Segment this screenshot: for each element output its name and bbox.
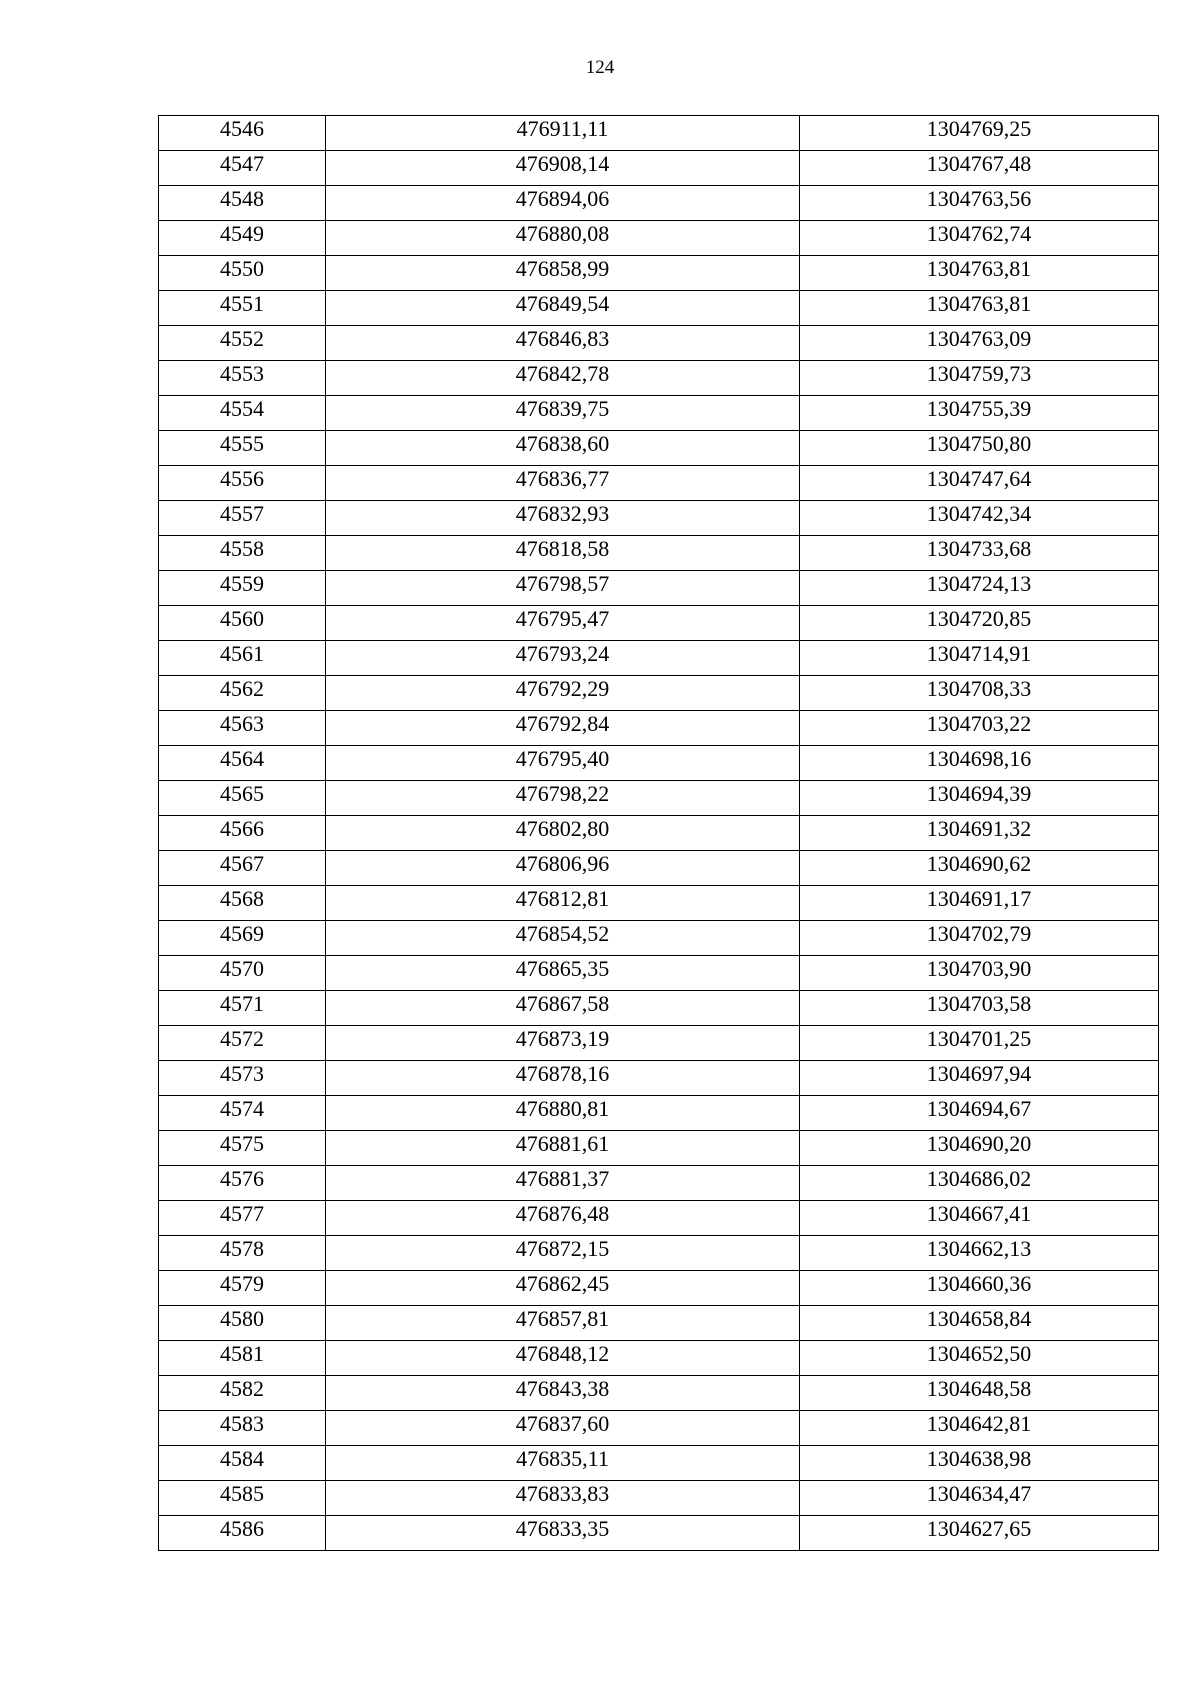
y-coordinate-cell: 1304708,33 xyxy=(800,676,1159,711)
y-coordinate-cell: 1304763,81 xyxy=(800,256,1159,291)
x-coordinate-cell: 476867,58 xyxy=(326,991,800,1026)
x-coordinate-cell: 476858,99 xyxy=(326,256,800,291)
point-number-cell: 4558 xyxy=(159,536,326,571)
y-coordinate-cell: 1304742,34 xyxy=(800,501,1159,536)
point-number-cell: 4574 xyxy=(159,1096,326,1131)
x-coordinate-cell: 476862,45 xyxy=(326,1271,800,1306)
x-coordinate-cell: 476849,54 xyxy=(326,291,800,326)
x-coordinate-cell: 476835,11 xyxy=(326,1446,800,1481)
x-coordinate-cell: 476857,81 xyxy=(326,1306,800,1341)
point-number-cell: 4570 xyxy=(159,956,326,991)
y-coordinate-cell: 1304703,58 xyxy=(800,991,1159,1026)
point-number-cell: 4578 xyxy=(159,1236,326,1271)
point-number-cell: 4552 xyxy=(159,326,326,361)
x-coordinate-cell: 476865,35 xyxy=(326,956,800,991)
point-number-cell: 4585 xyxy=(159,1481,326,1516)
y-coordinate-cell: 1304690,62 xyxy=(800,851,1159,886)
x-coordinate-cell: 476836,77 xyxy=(326,466,800,501)
table-row xyxy=(159,711,1159,746)
y-coordinate-cell: 1304714,91 xyxy=(800,641,1159,676)
point-number-cell: 4579 xyxy=(159,1271,326,1306)
point-number-cell: 4562 xyxy=(159,676,326,711)
x-coordinate-cell: 476839,75 xyxy=(326,396,800,431)
point-number-cell: 4555 xyxy=(159,431,326,466)
y-coordinate-cell: 1304702,79 xyxy=(800,921,1159,956)
point-number-cell: 4583 xyxy=(159,1411,326,1446)
point-number-cell: 4557 xyxy=(159,501,326,536)
table-row xyxy=(159,921,1159,956)
table-row xyxy=(159,991,1159,1026)
table-row xyxy=(159,1516,1159,1551)
y-coordinate-cell: 1304724,13 xyxy=(800,571,1159,606)
y-coordinate-cell: 1304638,98 xyxy=(800,1446,1159,1481)
y-coordinate-cell: 1304660,36 xyxy=(800,1271,1159,1306)
table-row xyxy=(159,151,1159,186)
y-coordinate-cell: 1304627,65 xyxy=(800,1516,1159,1551)
x-coordinate-cell: 476878,16 xyxy=(326,1061,800,1096)
table-row xyxy=(159,1446,1159,1481)
page-number: 124 xyxy=(585,57,615,78)
x-coordinate-cell: 476833,35 xyxy=(326,1516,800,1551)
x-coordinate-cell: 476911,11 xyxy=(326,116,800,151)
x-coordinate-cell: 476880,08 xyxy=(326,221,800,256)
y-coordinate-cell: 1304667,41 xyxy=(800,1201,1159,1236)
y-coordinate-cell: 1304691,17 xyxy=(800,886,1159,921)
y-coordinate-cell: 1304750,80 xyxy=(800,431,1159,466)
table-row xyxy=(159,676,1159,711)
point-number-cell: 4547 xyxy=(159,151,326,186)
y-coordinate-cell: 1304747,64 xyxy=(800,466,1159,501)
table-row xyxy=(159,851,1159,886)
x-coordinate-cell: 476832,93 xyxy=(326,501,800,536)
table-row xyxy=(159,1201,1159,1236)
coordinates-table xyxy=(158,115,1159,1551)
point-number-cell: 4553 xyxy=(159,361,326,396)
table-row xyxy=(159,361,1159,396)
x-coordinate-cell: 476792,84 xyxy=(326,711,800,746)
table-row xyxy=(159,536,1159,571)
x-coordinate-cell: 476848,12 xyxy=(326,1341,800,1376)
y-coordinate-cell: 1304769,25 xyxy=(800,116,1159,151)
y-coordinate-cell: 1304733,68 xyxy=(800,536,1159,571)
point-number-cell: 4546 xyxy=(159,116,326,151)
y-coordinate-cell: 1304648,58 xyxy=(800,1376,1159,1411)
y-coordinate-cell: 1304694,39 xyxy=(800,781,1159,816)
table-row xyxy=(159,326,1159,361)
x-coordinate-cell: 476842,78 xyxy=(326,361,800,396)
y-coordinate-cell: 1304690,20 xyxy=(800,1131,1159,1166)
table-row xyxy=(159,186,1159,221)
x-coordinate-cell: 476795,47 xyxy=(326,606,800,641)
table-row xyxy=(159,1306,1159,1341)
x-coordinate-cell: 476846,83 xyxy=(326,326,800,361)
table-row xyxy=(159,956,1159,991)
point-number-cell: 4581 xyxy=(159,1341,326,1376)
x-coordinate-cell: 476873,19 xyxy=(326,1026,800,1061)
table-row xyxy=(159,886,1159,921)
table-row xyxy=(159,466,1159,501)
y-coordinate-cell: 1304755,39 xyxy=(800,396,1159,431)
table-row xyxy=(159,746,1159,781)
table-row xyxy=(159,256,1159,291)
x-coordinate-cell: 476812,81 xyxy=(326,886,800,921)
x-coordinate-cell: 476881,37 xyxy=(326,1166,800,1201)
point-number-cell: 4586 xyxy=(159,1516,326,1551)
table-row xyxy=(159,816,1159,851)
y-coordinate-cell: 1304703,22 xyxy=(800,711,1159,746)
y-coordinate-cell: 1304762,74 xyxy=(800,221,1159,256)
table-row xyxy=(159,1411,1159,1446)
y-coordinate-cell: 1304763,56 xyxy=(800,186,1159,221)
y-coordinate-cell: 1304652,50 xyxy=(800,1341,1159,1376)
y-coordinate-cell: 1304759,73 xyxy=(800,361,1159,396)
point-number-cell: 4549 xyxy=(159,221,326,256)
table-row xyxy=(159,1166,1159,1201)
table-row xyxy=(159,431,1159,466)
y-coordinate-cell: 1304642,81 xyxy=(800,1411,1159,1446)
table-row xyxy=(159,1236,1159,1271)
point-number-cell: 4568 xyxy=(159,886,326,921)
table-row xyxy=(159,781,1159,816)
y-coordinate-cell: 1304658,84 xyxy=(800,1306,1159,1341)
point-number-cell: 4576 xyxy=(159,1166,326,1201)
x-coordinate-cell: 476818,58 xyxy=(326,536,800,571)
point-number-cell: 4577 xyxy=(159,1201,326,1236)
x-coordinate-cell: 476792,29 xyxy=(326,676,800,711)
point-number-cell: 4571 xyxy=(159,991,326,1026)
point-number-cell: 4573 xyxy=(159,1061,326,1096)
point-number-cell: 4559 xyxy=(159,571,326,606)
x-coordinate-cell: 476894,06 xyxy=(326,186,800,221)
x-coordinate-cell: 476876,48 xyxy=(326,1201,800,1236)
point-number-cell: 4551 xyxy=(159,291,326,326)
x-coordinate-cell: 476802,80 xyxy=(326,816,800,851)
x-coordinate-cell: 476880,81 xyxy=(326,1096,800,1131)
table-row xyxy=(159,1481,1159,1516)
point-number-cell: 4554 xyxy=(159,396,326,431)
table-row xyxy=(159,1131,1159,1166)
point-number-cell: 4556 xyxy=(159,466,326,501)
point-number-cell: 4567 xyxy=(159,851,326,886)
x-coordinate-cell: 476843,38 xyxy=(326,1376,800,1411)
y-coordinate-cell: 1304763,09 xyxy=(800,326,1159,361)
table-row xyxy=(159,1341,1159,1376)
point-number-cell: 4563 xyxy=(159,711,326,746)
x-coordinate-cell: 476795,40 xyxy=(326,746,800,781)
x-coordinate-cell: 476837,60 xyxy=(326,1411,800,1446)
table-row xyxy=(159,291,1159,326)
y-coordinate-cell: 1304701,25 xyxy=(800,1026,1159,1061)
table-row xyxy=(159,1271,1159,1306)
y-coordinate-cell: 1304703,90 xyxy=(800,956,1159,991)
table-row xyxy=(159,1096,1159,1131)
table-row xyxy=(159,501,1159,536)
point-number-cell: 4569 xyxy=(159,921,326,956)
point-number-cell: 4575 xyxy=(159,1131,326,1166)
table-row xyxy=(159,1376,1159,1411)
x-coordinate-cell: 476793,24 xyxy=(326,641,800,676)
table-row xyxy=(159,606,1159,641)
x-coordinate-cell: 476798,22 xyxy=(326,781,800,816)
y-coordinate-cell: 1304686,02 xyxy=(800,1166,1159,1201)
point-number-cell: 4565 xyxy=(159,781,326,816)
x-coordinate-cell: 476908,14 xyxy=(326,151,800,186)
x-coordinate-cell: 476798,57 xyxy=(326,571,800,606)
table-row xyxy=(159,221,1159,256)
y-coordinate-cell: 1304763,81 xyxy=(800,291,1159,326)
point-number-cell: 4561 xyxy=(159,641,326,676)
table-row xyxy=(159,1061,1159,1096)
y-coordinate-cell: 1304691,32 xyxy=(800,816,1159,851)
table-row xyxy=(159,1026,1159,1061)
coordinates-table-body xyxy=(159,116,1159,1551)
point-number-cell: 4564 xyxy=(159,746,326,781)
x-coordinate-cell: 476854,52 xyxy=(326,921,800,956)
table-row xyxy=(159,571,1159,606)
x-coordinate-cell: 476881,61 xyxy=(326,1131,800,1166)
y-coordinate-cell: 1304694,67 xyxy=(800,1096,1159,1131)
y-coordinate-cell: 1304634,47 xyxy=(800,1481,1159,1516)
y-coordinate-cell: 1304662,13 xyxy=(800,1236,1159,1271)
point-number-cell: 4550 xyxy=(159,256,326,291)
x-coordinate-cell: 476838,60 xyxy=(326,431,800,466)
y-coordinate-cell: 1304698,16 xyxy=(800,746,1159,781)
table-row xyxy=(159,116,1159,151)
x-coordinate-cell: 476872,15 xyxy=(326,1236,800,1271)
point-number-cell: 4580 xyxy=(159,1306,326,1341)
table-row xyxy=(159,641,1159,676)
y-coordinate-cell: 1304767,48 xyxy=(800,151,1159,186)
x-coordinate-cell: 476833,83 xyxy=(326,1481,800,1516)
y-coordinate-cell: 1304720,85 xyxy=(800,606,1159,641)
point-number-cell: 4566 xyxy=(159,816,326,851)
point-number-cell: 4560 xyxy=(159,606,326,641)
point-number-cell: 4584 xyxy=(159,1446,326,1481)
y-coordinate-cell: 1304697,94 xyxy=(800,1061,1159,1096)
point-number-cell: 4548 xyxy=(159,186,326,221)
point-number-cell: 4572 xyxy=(159,1026,326,1061)
x-coordinate-cell: 476806,96 xyxy=(326,851,800,886)
table-row xyxy=(159,396,1159,431)
point-number-cell: 4582 xyxy=(159,1376,326,1411)
